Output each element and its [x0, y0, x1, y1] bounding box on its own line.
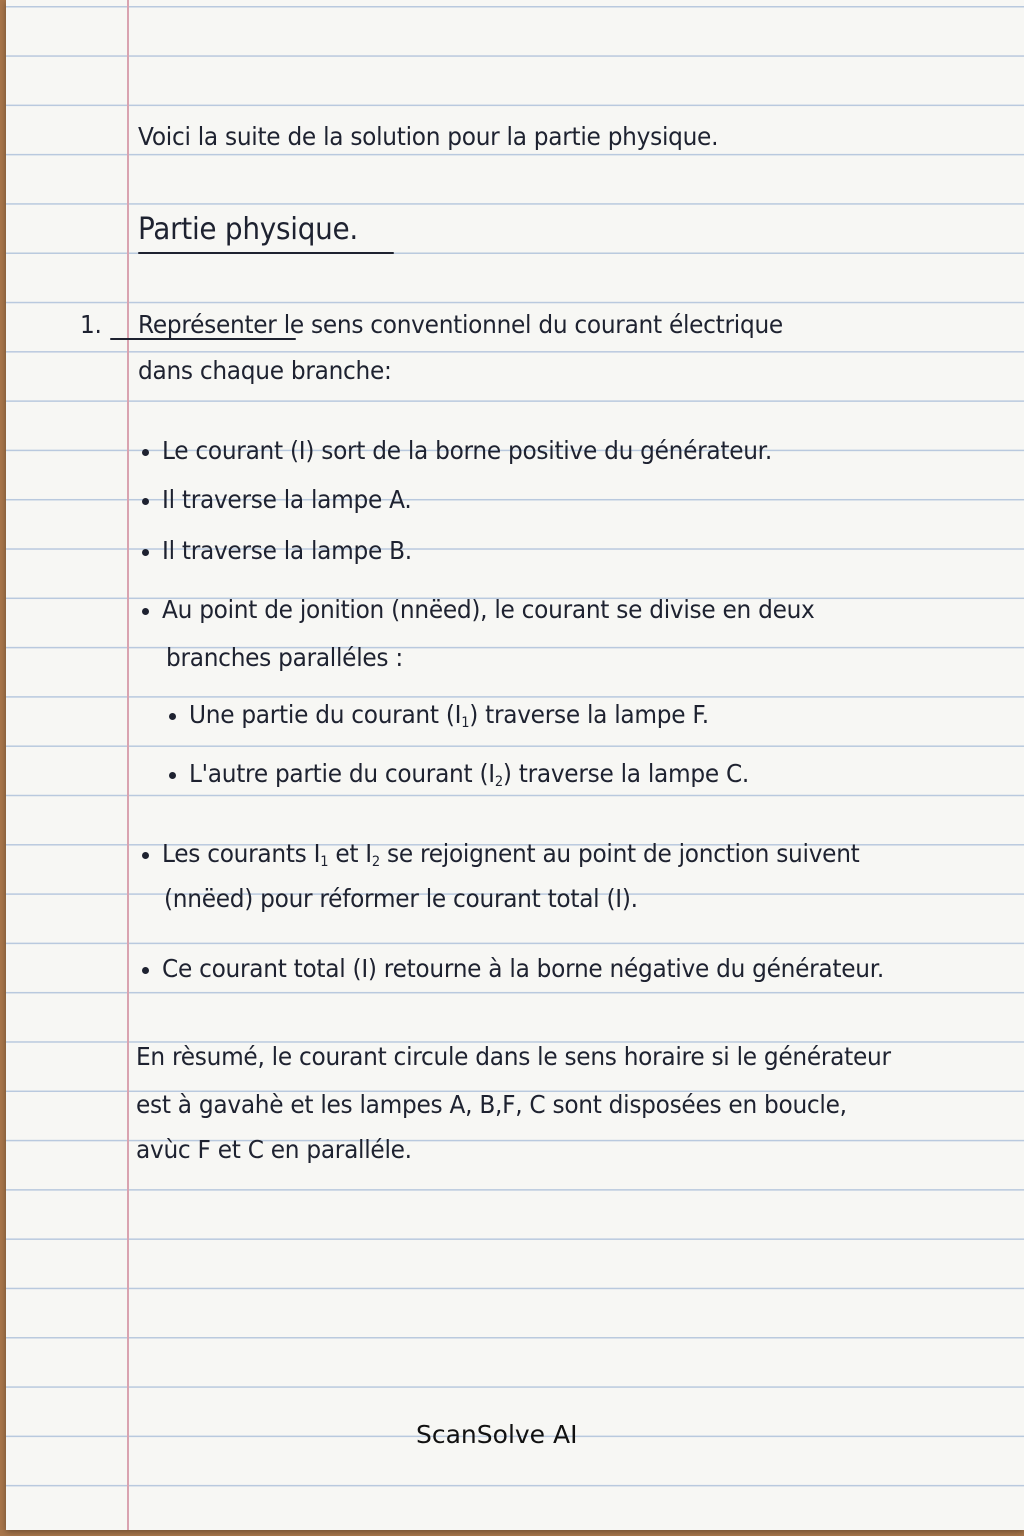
bullet-2: Il traverse la lampe A.: [162, 485, 412, 514]
bullet-1: Le courant (I) sort de la borne positive du générateur.: [162, 436, 772, 465]
sub-bullet-1-post: ) traverse la lampe F.: [469, 700, 709, 729]
bullet-dot: [142, 852, 149, 859]
subscript-2: 2: [371, 854, 380, 870]
bullet-5-mid: et I: [328, 839, 372, 868]
bullet-5-post: se rejoignent au point de jonction suivent: [379, 839, 860, 868]
bullet-dot: [142, 449, 149, 456]
question-number: 1.: [80, 310, 102, 339]
section-title-underline: [138, 252, 394, 254]
question-line-2: dans chaque branche:: [138, 356, 392, 385]
footer-watermark: ScanSolve AI: [416, 1420, 578, 1449]
bullet-dot: [142, 608, 149, 615]
bullet-5-line-1: [162, 839, 860, 870]
bullet-4-line-2: branches paralléles :: [166, 643, 403, 672]
sub-bullet-1: [189, 700, 709, 731]
notebook-page: [6, 0, 1024, 1530]
bullet-5-line-2: (nnëed) pour réformer le courant total (I).: [164, 884, 638, 913]
sub-bullet-1-pre: Une partie du courant (I: [189, 700, 462, 729]
bullet-3: Il traverse la lampe B.: [162, 536, 412, 565]
summary-line-2: est à gavahè et les lampes A, B,F, C sont disposées en boucle,: [136, 1090, 847, 1119]
question-line-1: Représenter le sens conventionnel du courant électrique: [138, 310, 783, 339]
section-title: [138, 212, 358, 247]
sub-bullet-2-post: ) traverse la lampe C.: [502, 759, 750, 788]
summary-line-3: avùc F et C en paralléle.: [136, 1135, 412, 1164]
bullet-4-line-1: Au point de jonition (nnëed), le courant se divise en deux: [162, 595, 815, 624]
bullet-dot: [142, 967, 149, 974]
sub-bullet-dot: [169, 772, 176, 779]
subscript-2: 2: [494, 774, 503, 790]
subscript-1: 1: [320, 854, 329, 870]
sub-bullet-2-pre: L'autre partie du courant (I: [189, 759, 495, 788]
intro-text: Voici la suite de la solution pour la partie physique.: [138, 122, 719, 151]
bullet-6: Ce courant total (I) retourne à la borne négative du générateur.: [162, 954, 884, 983]
summary-line-1: En rèsumé, le courant circule dans le sens horaire si le générateur: [136, 1042, 891, 1071]
sub-bullet-2: [189, 759, 749, 790]
subscript-1: 1: [461, 715, 470, 731]
section-title-text: Partie physique: [138, 212, 350, 247]
bullet-5-pre: Les courants I: [162, 839, 321, 868]
margin-line: [127, 0, 129, 1530]
sub-bullet-dot: [169, 713, 176, 720]
bullet-dot: [142, 549, 149, 556]
section-title-dot: .: [349, 212, 359, 247]
bullet-dot: [142, 498, 149, 505]
